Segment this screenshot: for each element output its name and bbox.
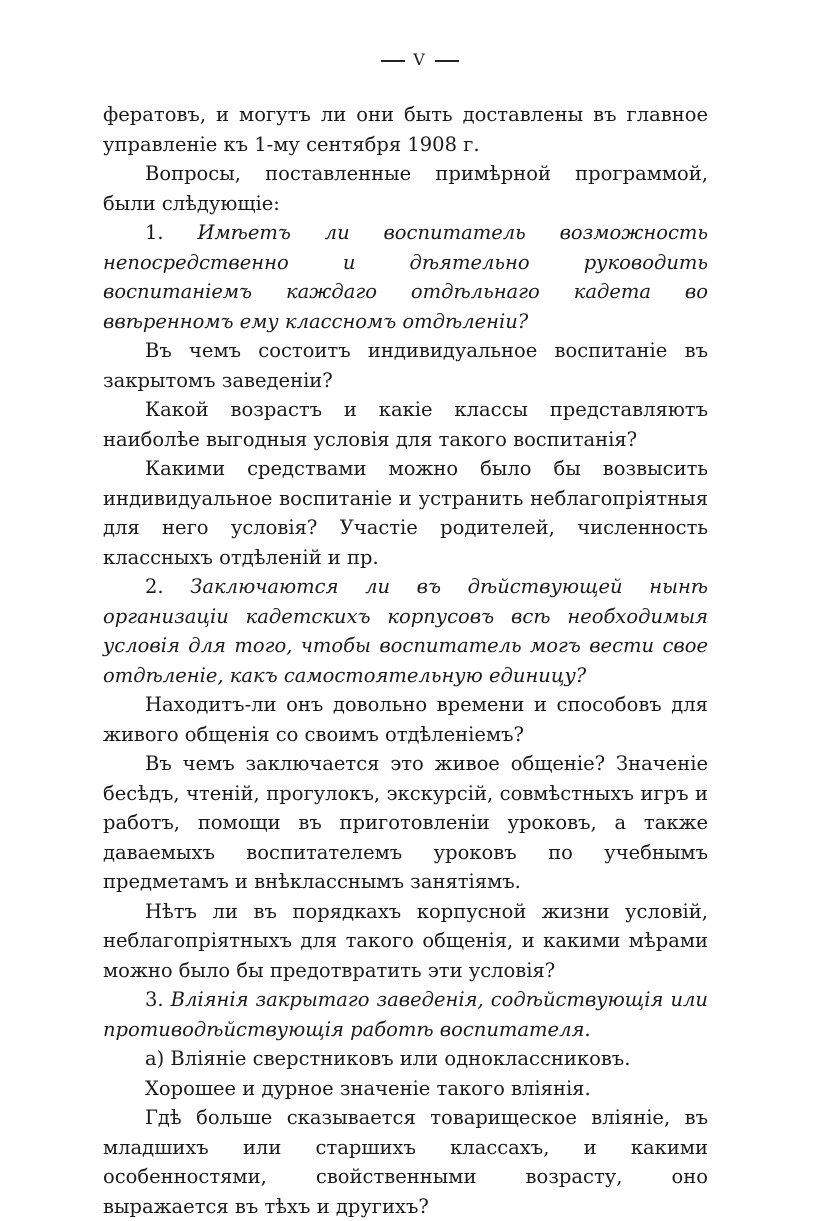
header-dash-left [381,60,405,62]
header-dash-right [435,60,459,62]
paragraph: Какой возрастъ и какіе классы представляютъ наиболѣе выгодныя условія для такого воспитанія? [103,398,708,451]
paragraph: Въ чемъ заключается это живое общеніе? Значеніе бесѣдъ, чтеній, прогулокъ, экскурсій, совмѣстныхъ игръ и работъ, помощи въ приготовленіи уроковъ, а также даваемыхъ воспитателемъ уроковъ по учебнымъ предметамъ и внѣкласснымъ занятіямъ. [103,752,708,893]
question-number: 1. [145,221,164,244]
question-number: 2. [145,575,164,598]
paragraph: фератовъ, и могутъ ли они быть доставлены въ главное управленіе къ 1-му сентября 1908 г. [103,103,708,156]
question-paragraph: 3. Вліянія закрытаго заведенія, содѣйствующія или противодѣйствующія работѣ воспитателя. [103,988,708,1041]
paragraph: а) Вліяніе сверстниковъ или одноклассниковъ. [145,1047,631,1070]
page-header [0,50,840,69]
body-text [103,100,708,1221]
question-paragraph: 1. Имѣетъ ли воспитатель возможность непосредственно и дѣятельно руководить воспитаніемъ каждаго отдѣльнаго кадета во ввѣренномъ ему классномъ отдѣленіи? [103,221,708,333]
question-paragraph: 2. Заключаются ли въ дѣйствующей нынѣ организаціи кадетскихъ корпусовъ всѣ необходимыя условія для того, чтобы воспитатель могъ вести свое отдѣленіе, какъ самостоятельную единицу? [103,575,709,687]
question-number: 3. [145,988,164,1011]
paragraph: Нѣтъ ли въ порядкахъ корпусной жизни условій, неблагопріятныхъ для такого общенія, и какими мѣрами можно было бы предотвратить эти условія? [103,899,708,982]
paragraph: Гдѣ больше сказывается товарищеское вліяніе, въ младшихъ или старшихъ классахъ, и какими особенностями, свойственными возрасту, оно выражается въ тѣхъ и другихъ? [103,1106,708,1218]
paragraph: Хорошее и дурное значеніе такого вліянія. [145,1076,591,1100]
paragraph: Въ чемъ состоитъ индивидуальное воспитаніе въ закрытомъ заведеніи? [103,339,708,392]
paragraph: Какими средствами можно было бы возвысить индивидуальное воспитаніе и устранить неблагопріятныя для него условія? Участіе родителей, численность классныхъ отдѣленій и пр. [103,457,708,569]
page-number: V [413,50,427,69]
paragraph: Вопросы, поставленные примѣрной программой, были слѣдующіе: [103,162,708,215]
paragraph: Находитъ-ли онъ довольно времени и способовъ для живого общенія со своимъ отдѣленіемъ? [103,693,708,746]
